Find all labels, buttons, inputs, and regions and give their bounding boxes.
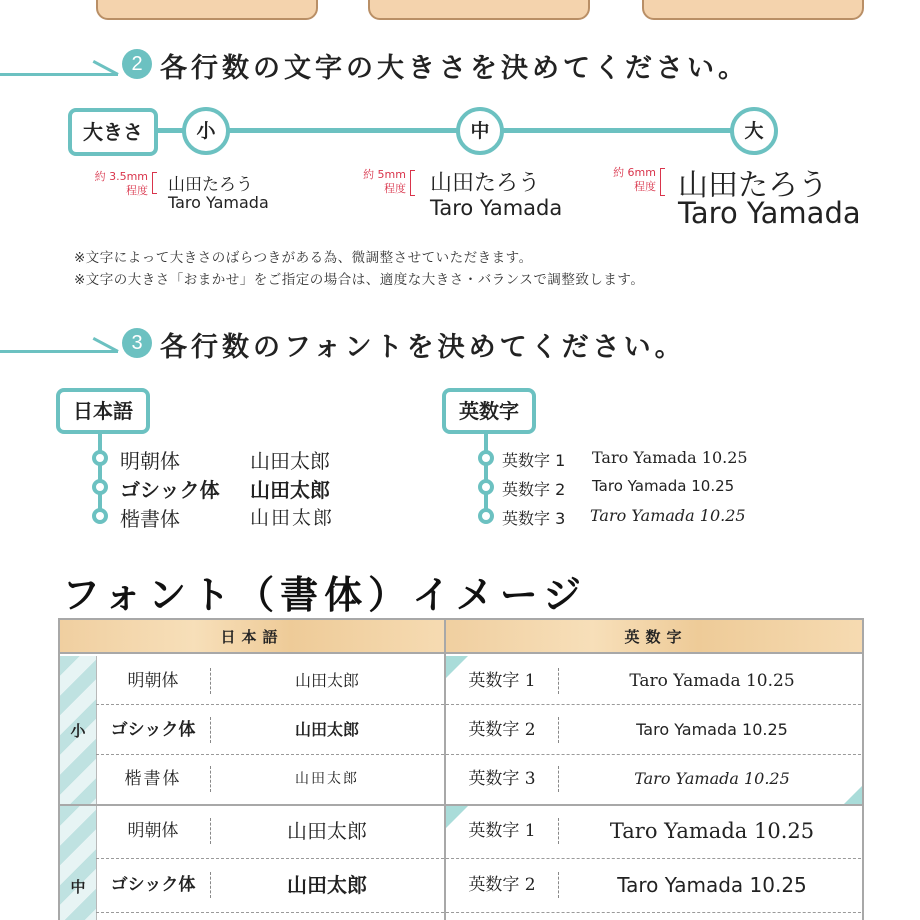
- en-font-name: 英数字 1: [468, 821, 536, 841]
- radio-english-2[interactable]: [478, 479, 494, 495]
- font-option-mincho[interactable]: 明朝体: [120, 449, 180, 473]
- en-font-name: 英数字 2: [468, 720, 536, 740]
- size-note-approx: 程度: [126, 184, 148, 197]
- radio-gothic[interactable]: [92, 479, 108, 495]
- jp-sample: 山田太郎: [287, 819, 367, 843]
- en-font-name: 英数字 2: [468, 875, 536, 895]
- jp-sample: 山田太郎: [295, 771, 359, 787]
- font-sample-kaisho: 山田太郎: [250, 507, 335, 529]
- sample-name-jp: 山田たろう: [430, 171, 541, 196]
- table-header-japanese: 日本語: [60, 620, 444, 654]
- size-label-medium: 中: [70, 878, 86, 896]
- sample-name-en: Taro Yamada: [678, 196, 861, 230]
- option-card-2[interactable]: [368, 0, 590, 20]
- radio-english-3[interactable]: [478, 508, 494, 524]
- jp-sample: 山田太郎: [294, 671, 359, 690]
- bracket-icon: [152, 172, 157, 194]
- en-font-name: 英数字 1: [468, 671, 536, 691]
- row-divider: [446, 858, 864, 859]
- jp-font-name: 明朝体: [127, 671, 179, 691]
- sample-name-en: Taro Yamada: [168, 193, 269, 212]
- table-row: [60, 860, 864, 912]
- font-option-english-1[interactable]: 英数字 1: [502, 451, 566, 470]
- section-line: [0, 73, 118, 76]
- en-font-name: 英数字 3: [468, 769, 536, 789]
- radio-english-1[interactable]: [478, 450, 494, 466]
- option-card-1[interactable]: [96, 0, 318, 20]
- font-sample-english-3: Taro Yamada 10.25: [590, 506, 746, 525]
- size-note-approx: 程度: [384, 182, 406, 195]
- en-sample: Taro Yamada 10.25: [617, 873, 807, 897]
- table-row: [60, 806, 864, 858]
- en-sample: Taro Yamada 10.25: [629, 671, 795, 691]
- radio-kaisho[interactable]: [92, 508, 108, 524]
- size-node-large[interactable]: 大: [730, 107, 778, 155]
- table-header-english: 英数字: [446, 620, 864, 654]
- connector-line: [98, 432, 102, 518]
- size-note-approx: 程度: [634, 180, 656, 193]
- font-option-english-3[interactable]: 英数字 3: [502, 509, 566, 528]
- radio-mincho[interactable]: [92, 450, 108, 466]
- table-row: [60, 705, 864, 755]
- size-note-mm: 約 5mm: [363, 168, 406, 181]
- size-node-small[interactable]: 小: [182, 107, 230, 155]
- step-number: 3: [122, 328, 152, 358]
- size-label-small: 小: [70, 722, 86, 740]
- bracket-icon: [660, 168, 665, 196]
- size-disclaimer: ※文字の大きさ「おまかせ」をご指定の場合は、適度な大きさ・バランスで調整致します。: [74, 272, 645, 288]
- section-title: 各行数の文字の大きさを決めてください。: [160, 53, 749, 84]
- en-sample: Taro Yamada 10.25: [634, 769, 790, 788]
- font-option-gothic[interactable]: ゴシック体: [120, 478, 220, 502]
- font-image-title: フォント（書体）イメージ: [62, 573, 587, 617]
- font-sample-english-2: Taro Yamada 10.25: [592, 477, 735, 495]
- jp-font-name: ゴシック体: [110, 875, 196, 895]
- table-row: [60, 754, 864, 804]
- row-divider: [446, 912, 864, 913]
- jp-font-name: 楷書体: [124, 769, 182, 789]
- font-option-kaisho[interactable]: 楷書体: [120, 507, 180, 531]
- font-sample-mincho: 山田太郎: [250, 449, 330, 473]
- size-note: [80, 170, 148, 198]
- bracket-icon: [410, 170, 415, 196]
- table-row: [60, 656, 864, 706]
- font-sample-english-1: Taro Yamada 10.25: [592, 448, 748, 467]
- option-card-3[interactable]: [642, 0, 864, 20]
- jp-font-name: 明朝体: [127, 821, 179, 841]
- en-sample: Taro Yamada 10.25: [636, 720, 788, 739]
- step-number: 2: [122, 49, 152, 79]
- en-sample: Taro Yamada 10.25: [609, 819, 815, 843]
- sample-name-jp: 山田たろう: [678, 168, 828, 203]
- size-label: 大きさ: [68, 108, 158, 156]
- jp-sample: 山田太郎: [287, 873, 367, 897]
- row-divider: [96, 858, 444, 859]
- jp-sample: 山田太郎: [294, 720, 359, 739]
- section-title: 各行数のフォントを決めてください。: [160, 332, 686, 363]
- row-divider: [96, 912, 444, 913]
- connector-line: [484, 432, 488, 518]
- jp-font-name: ゴシック体: [110, 720, 196, 740]
- font-sample-gothic: 山田太郎: [250, 478, 330, 502]
- size-disclaimer: ※文字によって大きさのばらつきがある為、微調整させていただきます。: [74, 250, 533, 266]
- section-line: [0, 350, 118, 353]
- size-note-mm: 約 3.5mm: [94, 170, 148, 183]
- sample-name-jp: 山田たろう: [168, 175, 253, 195]
- size-note-mm: 約 6mm: [613, 166, 656, 179]
- size-node-medium[interactable]: 中: [456, 107, 504, 155]
- size-note: [348, 168, 406, 196]
- font-image-table: [58, 618, 864, 920]
- size-note: [598, 166, 656, 194]
- english-font-label: 英数字: [442, 388, 536, 434]
- japanese-font-label: 日本語: [56, 388, 150, 434]
- font-option-english-2[interactable]: 英数字 2: [502, 480, 566, 499]
- sample-name-en: Taro Yamada: [430, 196, 563, 220]
